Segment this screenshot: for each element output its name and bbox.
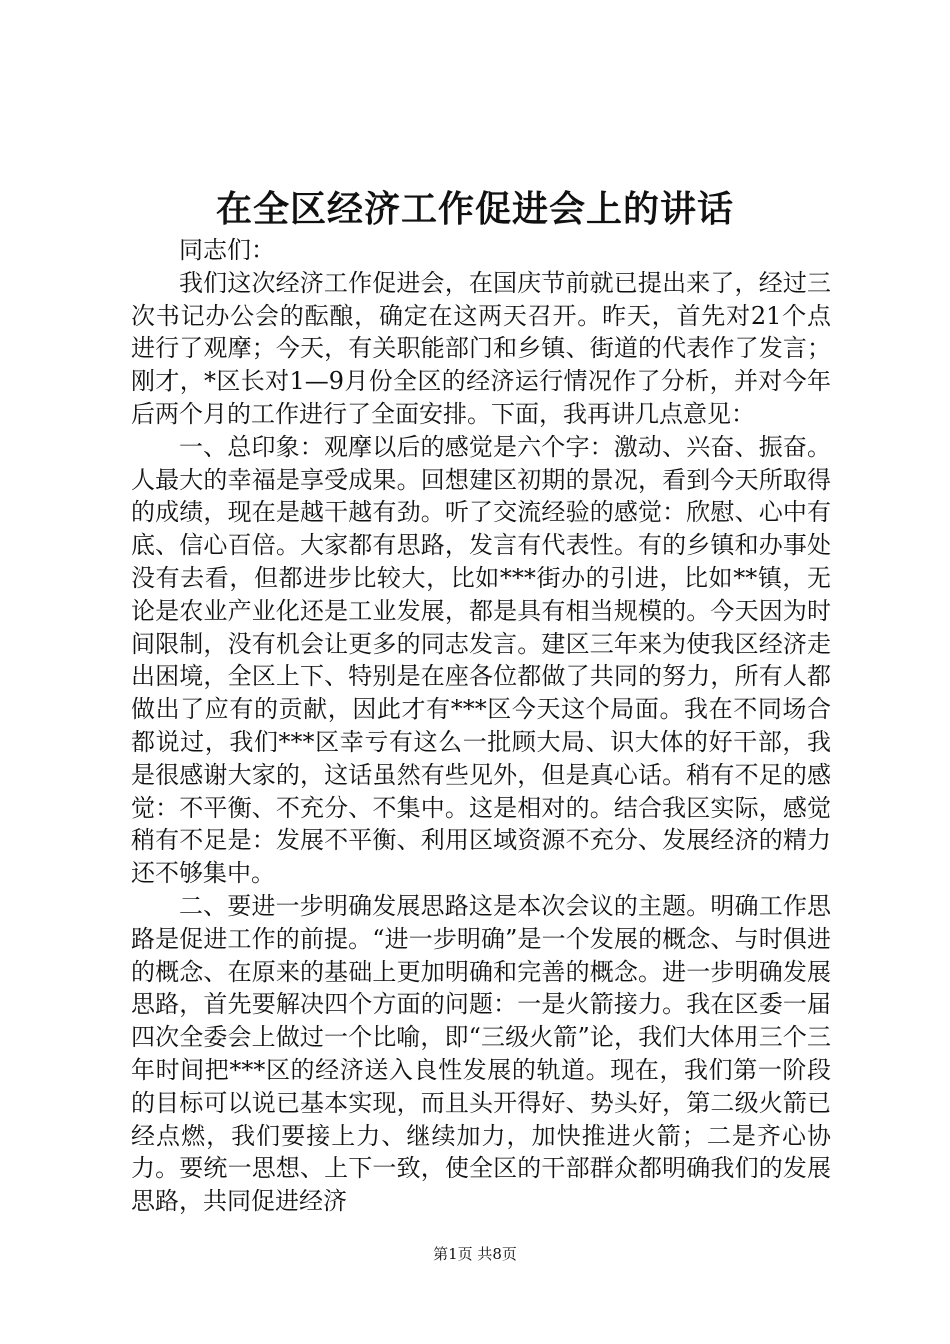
document-title: 在全区经济工作促进会上的讲话 bbox=[215, 188, 734, 230]
intro-paragraph: 我们这次经济工作促进会，在国庆节前就已提出来了，经过三次书记办公会的酝酿，确定在这两天召开。昨天，首先对21个点进行了观摩；今天，有关职能部门和乡镇、街道的代表作了发言；刚才，*区长对1—9月份全区的经济运行情况作了分析，并对今年后两个月的工作进行了全面安排。下面，我再讲几点意见： bbox=[131, 268, 831, 428]
page-number-footer: 第1页 共8页 bbox=[433, 1245, 517, 1263]
document-body bbox=[131, 234, 831, 1218]
salutation-paragraph: 同志们： bbox=[179, 236, 275, 264]
section-one-paragraph: 一、总印象：观摩以后的感觉是六个字：激动、兴奋、振奋。人最大的幸福是享受成果。回想建区初期的景况，看到今天所取得的成绩，现在是越干越有劲。听了交流经验的感觉：欣慰、心中有底、信心百倍。大家都有思路，发言有代表性。有的乡镇和办事处没有去看，但都进步比较大，比如***街办的引进，比如**镇，无论是农业产业化还是工业发展，都是具有相当规模的。今天因为时间限制，没有机会让更多的同志发言。建区三年来为使我区经济走出困境，全区上下、特别是在座各位都做了共同的努力，所有人都做出了应有的贡献，因此才有***区今天这个局面。我在不同场合都说过，我们***区幸亏有这么一批顾大局、识大体的好干部，我是很感谢大家的，这话虽然有些见外，但是真心话。稍有不足的感觉：不平衡、不充分、不集中。这是相对的。结合我区实际，感觉稍有不足是：发展不平衡、利用区域资源不充分、发展经济的精力还不够集中。 bbox=[131, 432, 831, 888]
section-two-paragraph: 二、要进一步明确发展思路这是本次会议的主题。明确工作思路是促进工作的前提。“进一步明确”是一个发展的概念、与时俱进的概念、在原来的基础上更加明确和完善的概念。进一步明确发展思路，首先要解决四个方面的问题：一是火箭接力。我在区委一届四次全委会上做过一个比喻，即“三级火箭”论，我们大体用三个三年时间把***区的经济送入良性发展的轨道。现在，我们第一阶段的目标可以说已基本实现，而且头开得好、势头好，第二级火箭已经点燃，我们要接上力、继续加力，加快推进火箭；二是齐心协力。要统一思想、上下一致，使全区的干部群众都明确我们的发展思路，共同促进经济 bbox=[131, 891, 831, 1216]
